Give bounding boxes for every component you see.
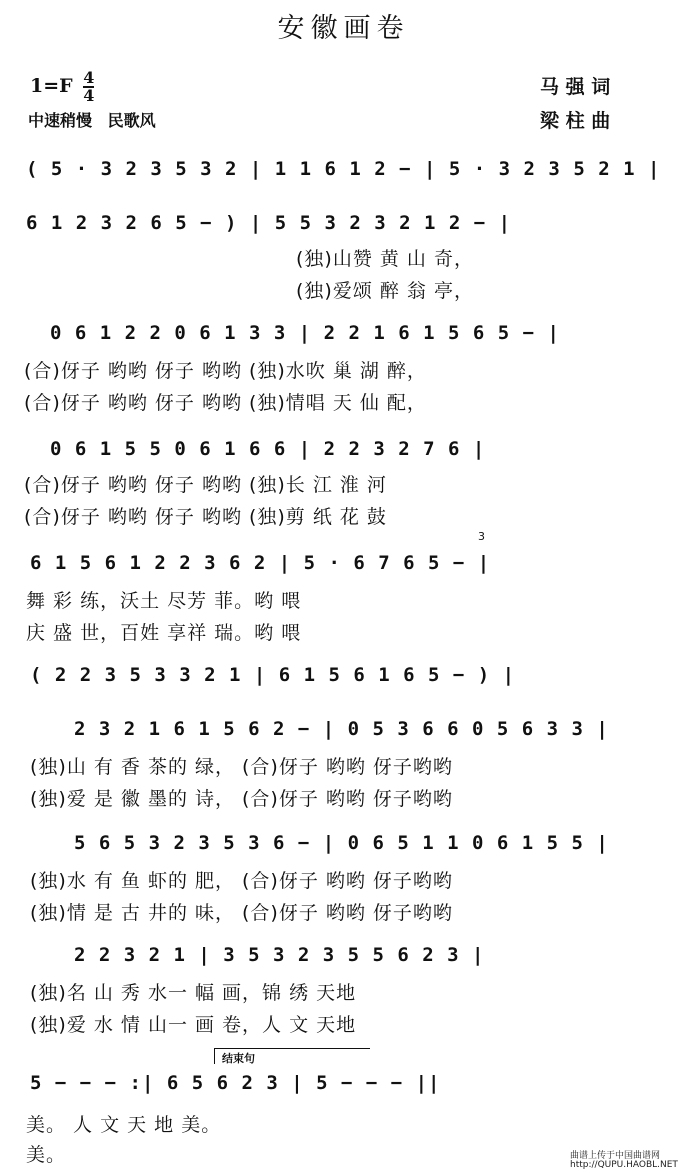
ending-bracket-left bbox=[214, 1048, 215, 1064]
score-row-1-notes: ( 5 · 3 2 3 5 3 2 | 1 1 6 1 2 − | 5 · 3 2 3 5 2 1 | bbox=[26, 158, 661, 180]
score-row-3-notes: 0 6 1 2 2 0 6 1 3 3 | 2 2 1 6 1 5 6 5 − | bbox=[50, 322, 560, 344]
score-row-9-lyric-1: (独)名 山 秀 水一 幅 画，锦 绣 天地 bbox=[30, 982, 357, 1004]
time-numerator: 4 bbox=[83, 68, 95, 87]
time-signature bbox=[83, 70, 94, 104]
score-row-8-lyric-2: (独)情 是 古 井的 味， (合)伢子 哟哟 伢子哟哟 bbox=[30, 902, 453, 924]
score-row-4-lyric-1: (合)伢子 哟哟 伢子 哟哟 (独)长 江 淮 河 bbox=[24, 474, 387, 496]
song-title: 安徽画卷 bbox=[277, 13, 410, 44]
score-row-7-lyric-1: (独)山 有 香 茶的 绿， (合)伢子 哟哟 伢子哟哟 bbox=[30, 756, 453, 778]
score-row-8-lyric-1: (独)水 有 鱼 虾的 肥， (合)伢子 哟哟 伢子哟哟 bbox=[30, 870, 453, 892]
score-row-9-notes: 2 2 3 2 1 | 3 5 3 2 3 5 5 6 2 3 | bbox=[74, 944, 485, 966]
ending-label: 结束句 bbox=[222, 1052, 255, 1065]
score-row-2-lyric-2: (独)爱颂 醉 翁 亭， bbox=[296, 280, 474, 302]
credit-url: http://QUPU.HAOBL.NET bbox=[570, 1160, 678, 1170]
lyricist: 马 强 词 bbox=[540, 76, 611, 98]
tempo-marking bbox=[28, 108, 156, 131]
credit-site: 曲谱上传于中国曲谱网 bbox=[570, 1151, 661, 1161]
time-denominator: 4 bbox=[83, 86, 95, 105]
score-row-3-lyric-1: (合)伢子 哟哟 伢子 哟哟 (独)水吹 巢 湖 醉， bbox=[24, 360, 427, 382]
score-row-8-notes: 5 6 5 3 2 3 5 3 6 − | 0 6 5 1 1 0 6 1 5 5 | bbox=[74, 832, 609, 854]
score-row-4-lyric-2: (合)伢子 哟哟 伢子 哟哟 (独)剪 纸 花 鼓 bbox=[24, 506, 387, 528]
score-row-9-lyric-2: (独)爱 水 情 山一 画 卷，人 文 天地 bbox=[30, 1014, 357, 1036]
style-text: 民歌风 bbox=[107, 111, 156, 130]
score-row-2-lyric-1: (独)山赞 黄 山 奇， bbox=[296, 248, 474, 270]
score-row-7-notes: 2 3 2 1 6 1 5 6 2 − | 0 5 3 6 6 0 5 6 3 3 | bbox=[74, 718, 609, 740]
ending-bracket bbox=[214, 1048, 370, 1049]
key-label: 1=F bbox=[30, 75, 73, 97]
composer: 梁 柱 曲 bbox=[540, 110, 611, 132]
tempo-text: 中速稍慢 bbox=[28, 111, 93, 130]
score-row-10-notes: 5 − − − :| 6 5 6 2 3 | 5 − − − || bbox=[30, 1072, 441, 1094]
score-row-6-notes: ( 2 2 3 5 3 3 2 1 | 6 1 5 6 1 6 5 − ) | bbox=[30, 664, 516, 686]
triplet-mark: 3 bbox=[478, 530, 486, 543]
score-row-5-lyric-2: 庆 盛 世，百姓 享祥 瑞。哟 喂 bbox=[26, 622, 302, 644]
score-row-10-lyric-2: 美。 bbox=[26, 1144, 67, 1166]
score-row-7-lyric-2: (独)爱 是 徽 墨的 诗， (合)伢子 哟哟 伢子哟哟 bbox=[30, 788, 453, 810]
score-row-4-notes: 0 6 1 5 5 0 6 1 6 6 | 2 2 3 2 7 6 | bbox=[50, 438, 486, 460]
score-row-2-notes: 6 1 2 3 2 6 5 − ) | 5 5 3 2 3 2 1 2 − | bbox=[26, 212, 512, 234]
score-row-5-notes: 6 1 5 6 1 2 2 3 6 2 | 5 · 6 7 6 5 − | bbox=[30, 552, 491, 574]
key-signature bbox=[30, 70, 94, 104]
score-row-3-lyric-2: (合)伢子 哟哟 伢子 哟哟 (独)情唱 天 仙 配， bbox=[24, 392, 427, 414]
score-row-5-lyric-1: 舞 彩 练，沃土 尽芳 菲。哟 喂 bbox=[26, 590, 302, 612]
score-row-10-lyric-1: 美。 人 文 天 地 美。 bbox=[26, 1114, 222, 1136]
